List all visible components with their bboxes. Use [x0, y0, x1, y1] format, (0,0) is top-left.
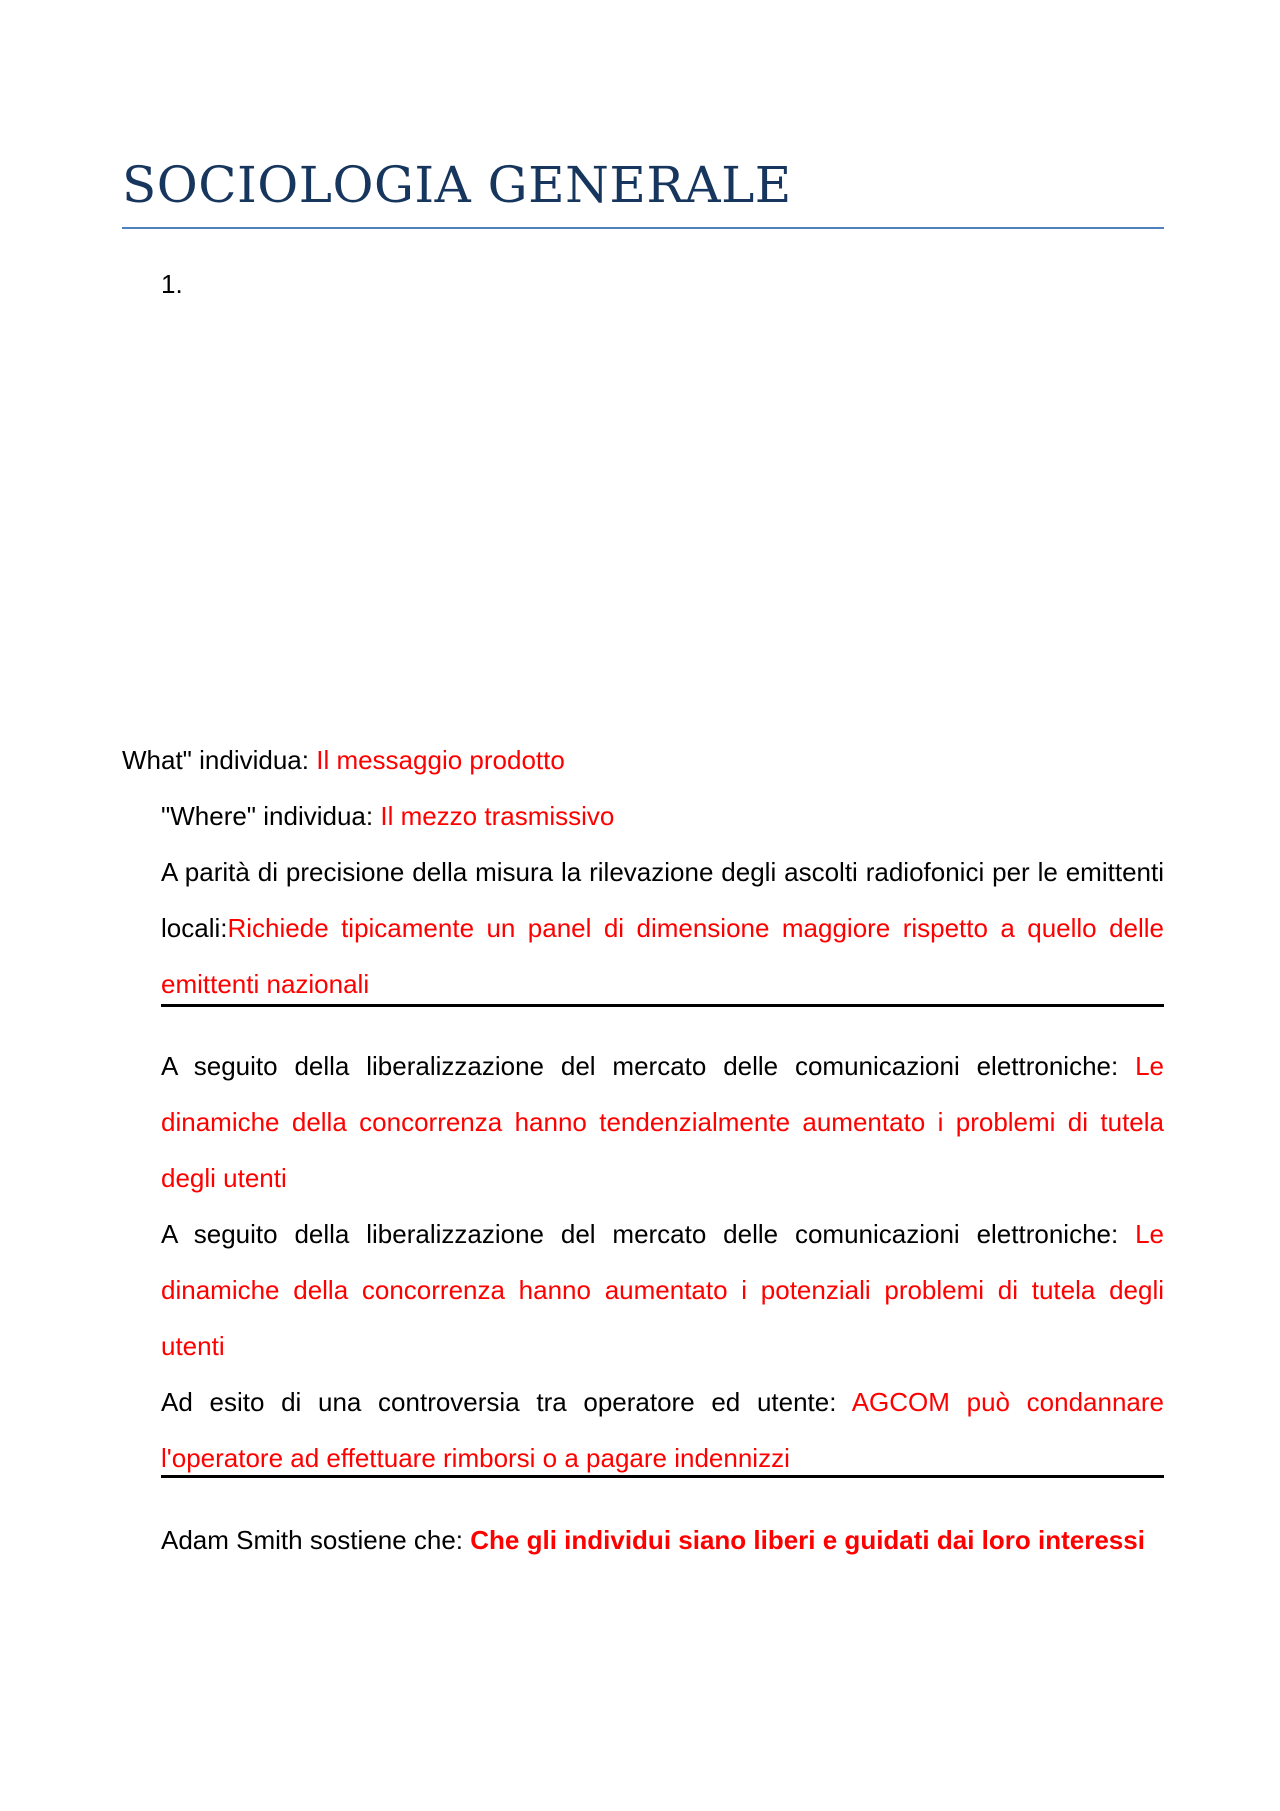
question-text: What" individua:: [122, 745, 317, 775]
qa-item-adam-smith: [161, 1512, 1164, 1568]
document-title: SOCIOLOGIA GENERALE: [122, 156, 792, 214]
qa-item-agcom: [161, 1374, 1164, 1486]
question-text: Adam Smith sostiene che:: [161, 1525, 471, 1555]
answer-text: Richiede tipicamente un panel di dimensione maggiore rispetto a quello delle emittenti nazionali: [161, 913, 1164, 999]
qa-item-where: [161, 788, 614, 844]
answer-text: Il messaggio prodotto: [316, 745, 565, 775]
qa-item-what: [122, 732, 565, 788]
question-text: A parità di precisione della misura la rilevazione degli ascolti radiofonici per le emittenti locali:: [161, 857, 1164, 943]
qa-item-liberalization-1: [161, 1038, 1164, 1206]
answer-text: Il mezzo trasmissivo: [380, 801, 615, 831]
answer-text: AGCOM può condannare l'operatore ad effettuare rimborsi o a pagare indennizzi: [161, 1387, 1165, 1473]
question-text: "Where" individua:: [161, 801, 381, 831]
answer-text: Che gli individui siano liberi e guidati dai loro interessi: [470, 1525, 1145, 1555]
question-text: Ad esito di una controversia tra operatore ed utente:: [161, 1387, 852, 1417]
title-underline: [122, 227, 1164, 229]
section-divider: [161, 1004, 1164, 1007]
list-number: 1.: [161, 269, 183, 299]
question-text: A seguito della liberalizzazione del mercato delle comunicazioni elettroniche:: [161, 1219, 1119, 1249]
section-divider: [161, 1475, 1164, 1478]
answer-text: Le dinamiche della concorrenza hanno aumentato i potenziali problemi di tutela degli utenti: [161, 1219, 1164, 1361]
qa-item-liberalization-2: [161, 1206, 1164, 1374]
qa-item-radio-audience: [161, 844, 1164, 1012]
question-text: A seguito della liberalizzazione del mercato delle comunicazioni elettroniche:: [161, 1051, 1136, 1081]
answer-text: Le dinamiche della concorrenza hanno tendenzialmente aumentato i problemi di tutela degli utenti: [161, 1051, 1164, 1193]
